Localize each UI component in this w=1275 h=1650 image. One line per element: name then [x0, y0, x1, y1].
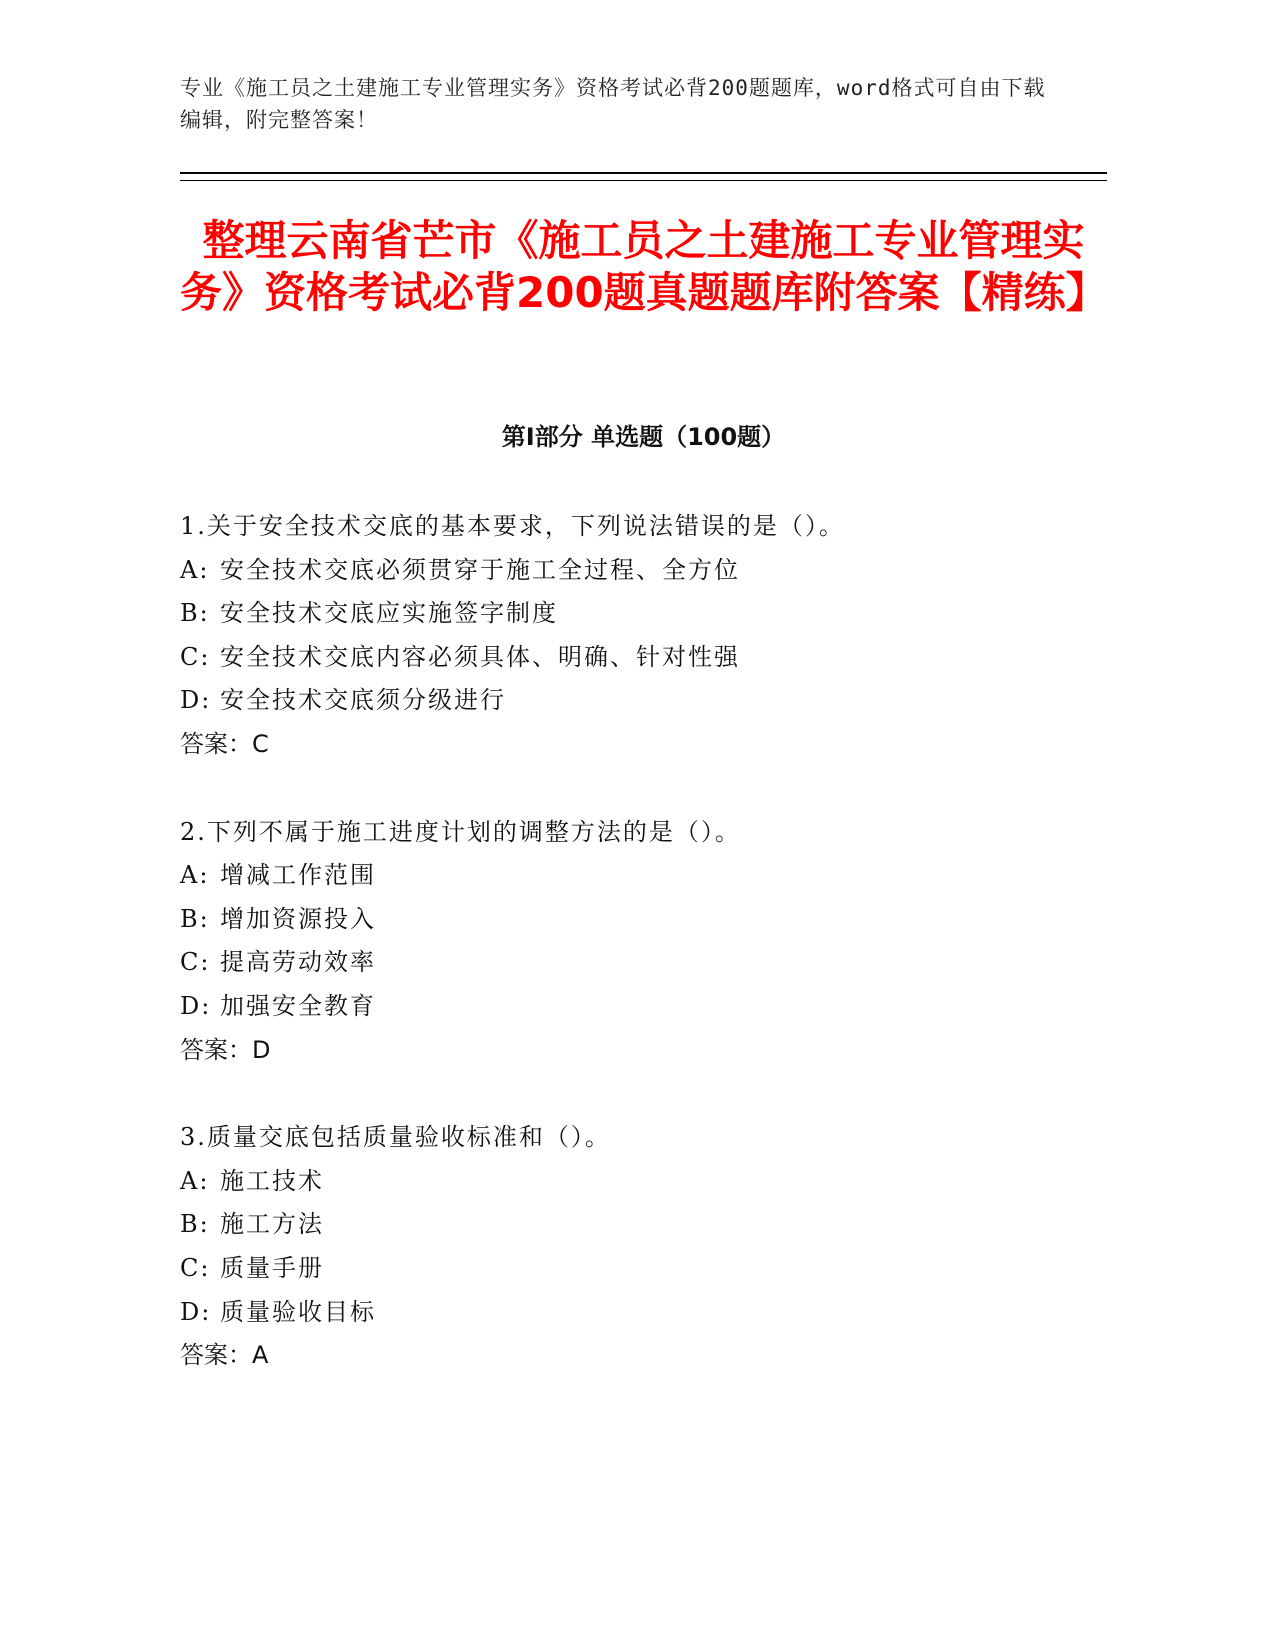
section-title: 第Ⅰ部分 单选题（100题）: [501, 423, 786, 451]
option-c: [180, 1247, 1107, 1291]
option-d: [180, 985, 1107, 1029]
question-stem: 1.关于安全技术交底的基本要求，下列说法错误的是（）。: [180, 512, 845, 540]
option-a: [180, 549, 1107, 593]
answer: 答案：C: [180, 729, 269, 758]
option-letter: A:: [180, 861, 210, 890]
question-stem: 2.下列不属于施工进度计划的调整方法的是（）。: [180, 817, 741, 846]
option-letter: B:: [180, 599, 210, 628]
question-list: [180, 505, 1107, 1422]
option-letter: C:: [180, 1253, 211, 1282]
option-c: [180, 941, 1107, 985]
option-letter: C:: [180, 642, 211, 671]
question-1: [180, 505, 1107, 767]
option-letter: D:: [180, 991, 212, 1020]
option-text: 安全技术交底须分级进行: [220, 686, 506, 715]
option-text: 增加资源投入: [220, 904, 376, 933]
document-title: 整理云南省芒市《施工员之土建施工专业管理实务》资格考试必背200题真题题库附答案【精练】: [180, 216, 1108, 317]
option-letter: D:: [180, 1297, 212, 1326]
option-text: 增减工作范围: [220, 861, 376, 890]
option-text: 施工方法: [220, 1210, 324, 1239]
option-b: [180, 1203, 1107, 1247]
option-letter: C:: [180, 948, 211, 977]
option-a: [180, 1160, 1107, 1204]
answer: 答案：A: [180, 1341, 269, 1370]
option-text: 施工技术: [220, 1166, 324, 1195]
option-text: 安全技术交底必须贯穿于施工全过程、全方位: [220, 555, 740, 584]
option-text: 加强安全教育: [220, 991, 376, 1020]
option-letter: A:: [180, 1166, 210, 1195]
header-note: 专业《施工员之土建施工专业管理实务》资格考试必背200题题库，word格式可自由下载编辑，附完整答案！: [180, 76, 1046, 132]
option-letter: B:: [180, 904, 210, 933]
header-divider-thin: [180, 180, 1107, 181]
option-text: 安全技术交底应实施签字制度: [220, 599, 558, 628]
option-letter: D:: [180, 686, 212, 715]
option-letter: A:: [180, 555, 210, 584]
question-3: [180, 1116, 1107, 1378]
header-divider-thick: [180, 172, 1107, 174]
option-text: 提高劳动效率: [220, 948, 376, 977]
option-text: 质量验收目标: [220, 1297, 376, 1326]
question-stem: 3.质量交底包括质量验收标准和（）。: [180, 1123, 611, 1152]
option-b: [180, 898, 1107, 942]
answer: 答案：D: [180, 1035, 271, 1064]
option-a: [180, 854, 1107, 898]
option-c: [180, 636, 1107, 680]
question-2: [180, 811, 1107, 1073]
option-text: 安全技术交底内容必须具体、明确、针对性强: [220, 642, 740, 671]
option-b: [180, 592, 1107, 636]
option-letter: B:: [180, 1210, 210, 1239]
option-d: [180, 679, 1107, 723]
option-text: 质量手册: [220, 1253, 324, 1282]
option-d: [180, 1291, 1107, 1335]
